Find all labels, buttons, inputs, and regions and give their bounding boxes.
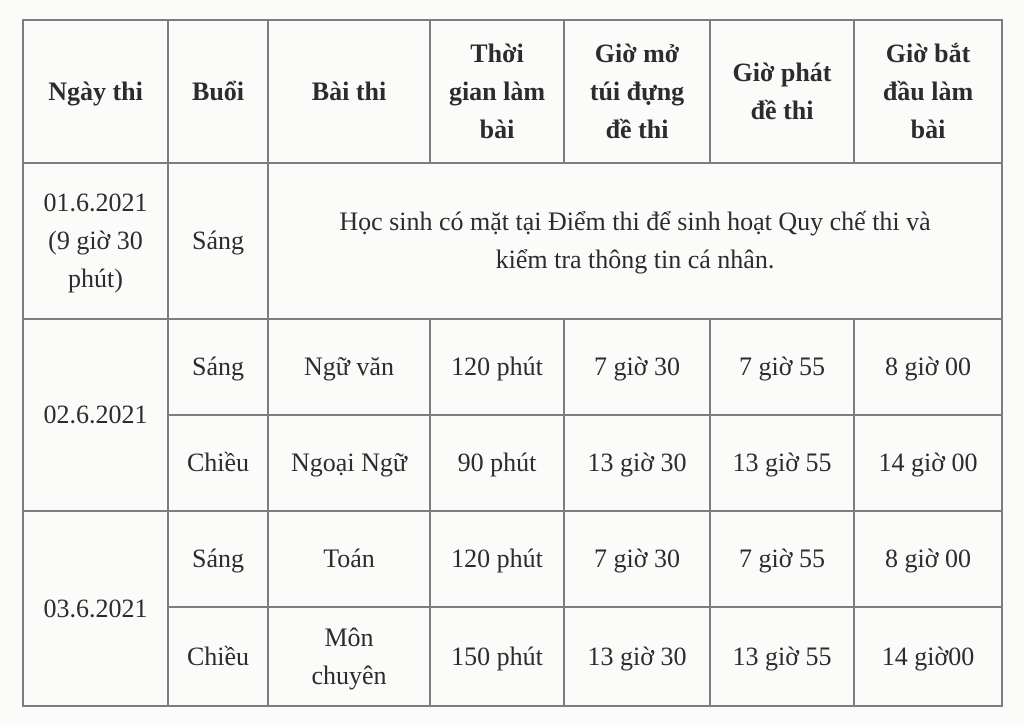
header-session: Buổi xyxy=(168,20,268,163)
orientation-row xyxy=(23,163,1002,319)
header-row xyxy=(23,20,1002,163)
table-row xyxy=(23,415,1002,511)
duration-cell: 90 phút xyxy=(430,415,564,511)
table-row xyxy=(23,511,1002,607)
subject-cell: Ngoại Ngữ xyxy=(268,415,430,511)
header-subject: Bài thi xyxy=(268,20,430,163)
table-row xyxy=(23,607,1002,706)
header-exam-date: Ngày thi xyxy=(23,20,168,163)
session-cell: Chiều xyxy=(168,415,268,511)
header-duration: Thời gian làm bài xyxy=(430,20,564,163)
open-envelope-time-cell: 13 giờ 30 xyxy=(564,607,710,706)
open-envelope-time-cell: 7 giờ 30 xyxy=(564,319,710,415)
distribute-time-cell: 7 giờ 55 xyxy=(710,319,854,415)
exam-date-cell: 02.6.2021 xyxy=(23,319,168,511)
subject-cell: Môn chuyên xyxy=(268,607,430,706)
header-start-time: Giờ bắt đầu làm bài xyxy=(854,20,1002,163)
open-envelope-time-cell: 13 giờ 30 xyxy=(564,415,710,511)
exam-schedule-table xyxy=(22,19,1003,707)
duration-cell: 150 phút xyxy=(430,607,564,706)
duration-cell: 120 phút xyxy=(430,511,564,607)
header-distribute-time: Giờ phát đề thi xyxy=(710,20,854,163)
start-time-cell: 14 giờ00 xyxy=(854,607,1002,706)
subject-cell: Ngữ văn xyxy=(268,319,430,415)
orientation-session-cell: Sáng xyxy=(168,163,268,319)
session-cell: Chiều xyxy=(168,607,268,706)
exam-date-cell: 03.6.2021 xyxy=(23,511,168,706)
distribute-time-cell: 13 giờ 55 xyxy=(710,607,854,706)
open-envelope-time-cell: 7 giờ 30 xyxy=(564,511,710,607)
start-time-cell: 8 giờ 00 xyxy=(854,511,1002,607)
header-open-envelope-time: Giờ mở túi đựng đề thi xyxy=(564,20,710,163)
orientation-notice-cell: Học sinh có mặt tại Điểm thi để sinh hoạt Quy chế thi và kiểm tra thông tin cá nhân. xyxy=(268,163,1002,319)
distribute-time-cell: 13 giờ 55 xyxy=(710,415,854,511)
session-cell: Sáng xyxy=(168,319,268,415)
session-cell: Sáng xyxy=(168,511,268,607)
subject-cell: Toán xyxy=(268,511,430,607)
orientation-date-cell: 01.6.2021 (9 giờ 30 phút) xyxy=(23,163,168,319)
start-time-cell: 8 giờ 00 xyxy=(854,319,1002,415)
table-row xyxy=(23,319,1002,415)
start-time-cell: 14 giờ 00 xyxy=(854,415,1002,511)
distribute-time-cell: 7 giờ 55 xyxy=(710,511,854,607)
duration-cell: 120 phút xyxy=(430,319,564,415)
